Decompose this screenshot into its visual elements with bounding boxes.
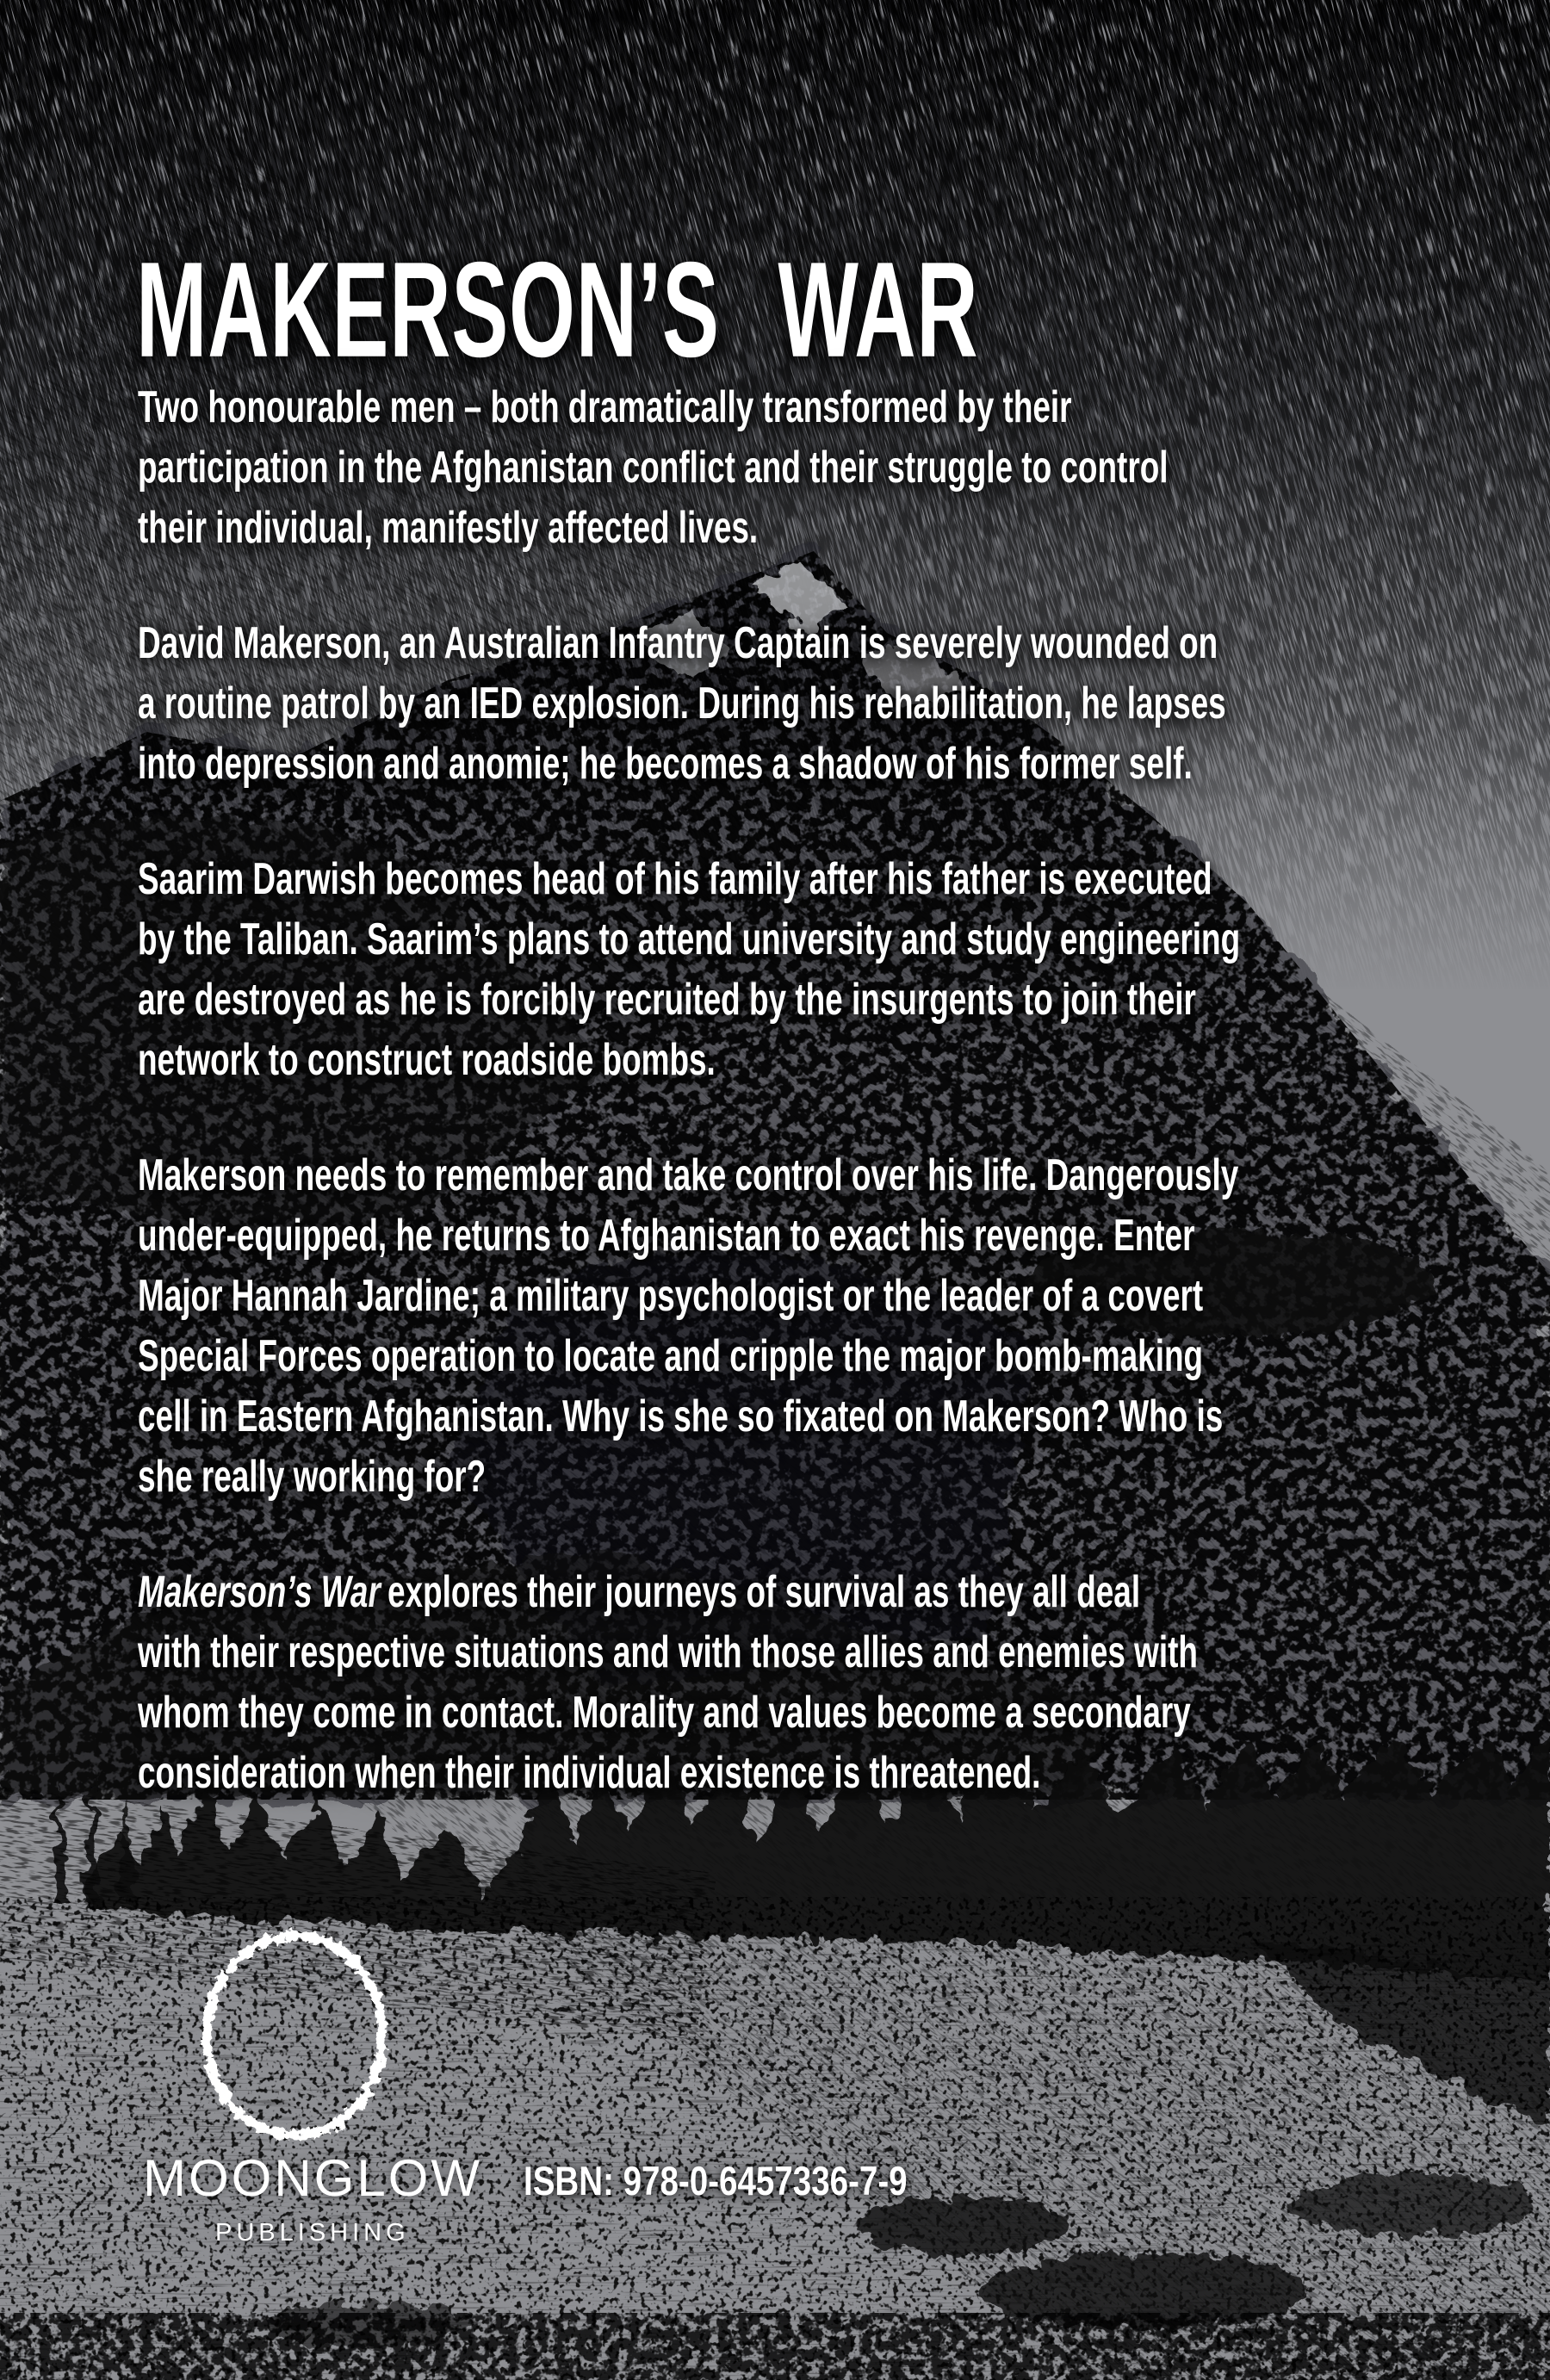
blurb-line-rest: explores their journeys of survival as they all deal xyxy=(387,1567,1141,1617)
blurb-line: cell in Eastern Afghanistan. Why is she so fixated on Makerson? Who is xyxy=(138,1391,1224,1441)
blurb-line: by the Taliban. Saarim’s plans to attend university and study engineering xyxy=(138,914,1241,964)
blurb-line: David Makerson, an Australian Infantry Captain is severely wounded on xyxy=(138,618,1218,668)
book-title: MAKERSON’S WAR xyxy=(136,232,979,385)
blurb-paragraph-2 xyxy=(138,613,1240,794)
blurb-paragraph-1 xyxy=(138,377,1240,558)
blurb-line: Special Forces operation to locate and cripple the major bomb-making xyxy=(138,1331,1204,1381)
blurb-line: Saarim Darwish becomes head of his family after his father is executed xyxy=(138,854,1212,904)
blurb-paragraph-5 xyxy=(138,1562,1240,1803)
publisher-name: MOONGLOW xyxy=(143,2149,482,2207)
blurb-line: whom they come in contact. Morality and values become a secondary xyxy=(138,1688,1191,1738)
blurb-line xyxy=(138,1562,1240,1622)
publisher-tagline: PUBLISHING xyxy=(215,2219,410,2247)
blurb-line: Makerson needs to remember and take control over his life. Dangerously xyxy=(138,1150,1239,1200)
blurb-line: into depression and anomie; he becomes a shadow of his former self. xyxy=(138,739,1193,789)
blurb-line: she really working for? xyxy=(138,1452,487,1502)
blurb-line: are destroyed as he is forcibly recruited by the insurgents to join their xyxy=(138,975,1196,1025)
blurb-line: Major Hannah Jardine; a military psychologist or the leader of a covert xyxy=(138,1271,1204,1321)
blurb-line: consideration when their individual existence is threatened. xyxy=(138,1748,1041,1798)
isbn-text: ISBN: 978-0-6457336-7-9 xyxy=(524,2158,908,2203)
blurb-paragraph-3 xyxy=(138,849,1240,1090)
blurb-line: Two honourable men – both dramatically transformed by their xyxy=(138,382,1072,432)
blurb-line: a routine patrol by an IED explosion. During his rehabilitation, he lapses xyxy=(138,679,1226,728)
italic-book-title: Makerson’s War xyxy=(138,1567,381,1617)
blurb-paragraph-4 xyxy=(138,1145,1240,1507)
publisher-logo xyxy=(189,1925,405,2149)
blurb-line: their individual, manifestly affected lives. xyxy=(138,503,759,553)
blurb-line: with their respective situations and with those allies and enemies with xyxy=(138,1627,1198,1677)
blurb-section xyxy=(138,377,1240,1858)
blurb-line: participation in the Afghanistan conflict and their struggle to control xyxy=(138,443,1169,493)
moon-circle-icon xyxy=(189,1925,405,2149)
blurb-line: under-equipped, he returns to Afghanistan to exact his revenge. Enter xyxy=(138,1211,1195,1261)
blurb-line: network to construct roadside bombs. xyxy=(138,1035,716,1085)
